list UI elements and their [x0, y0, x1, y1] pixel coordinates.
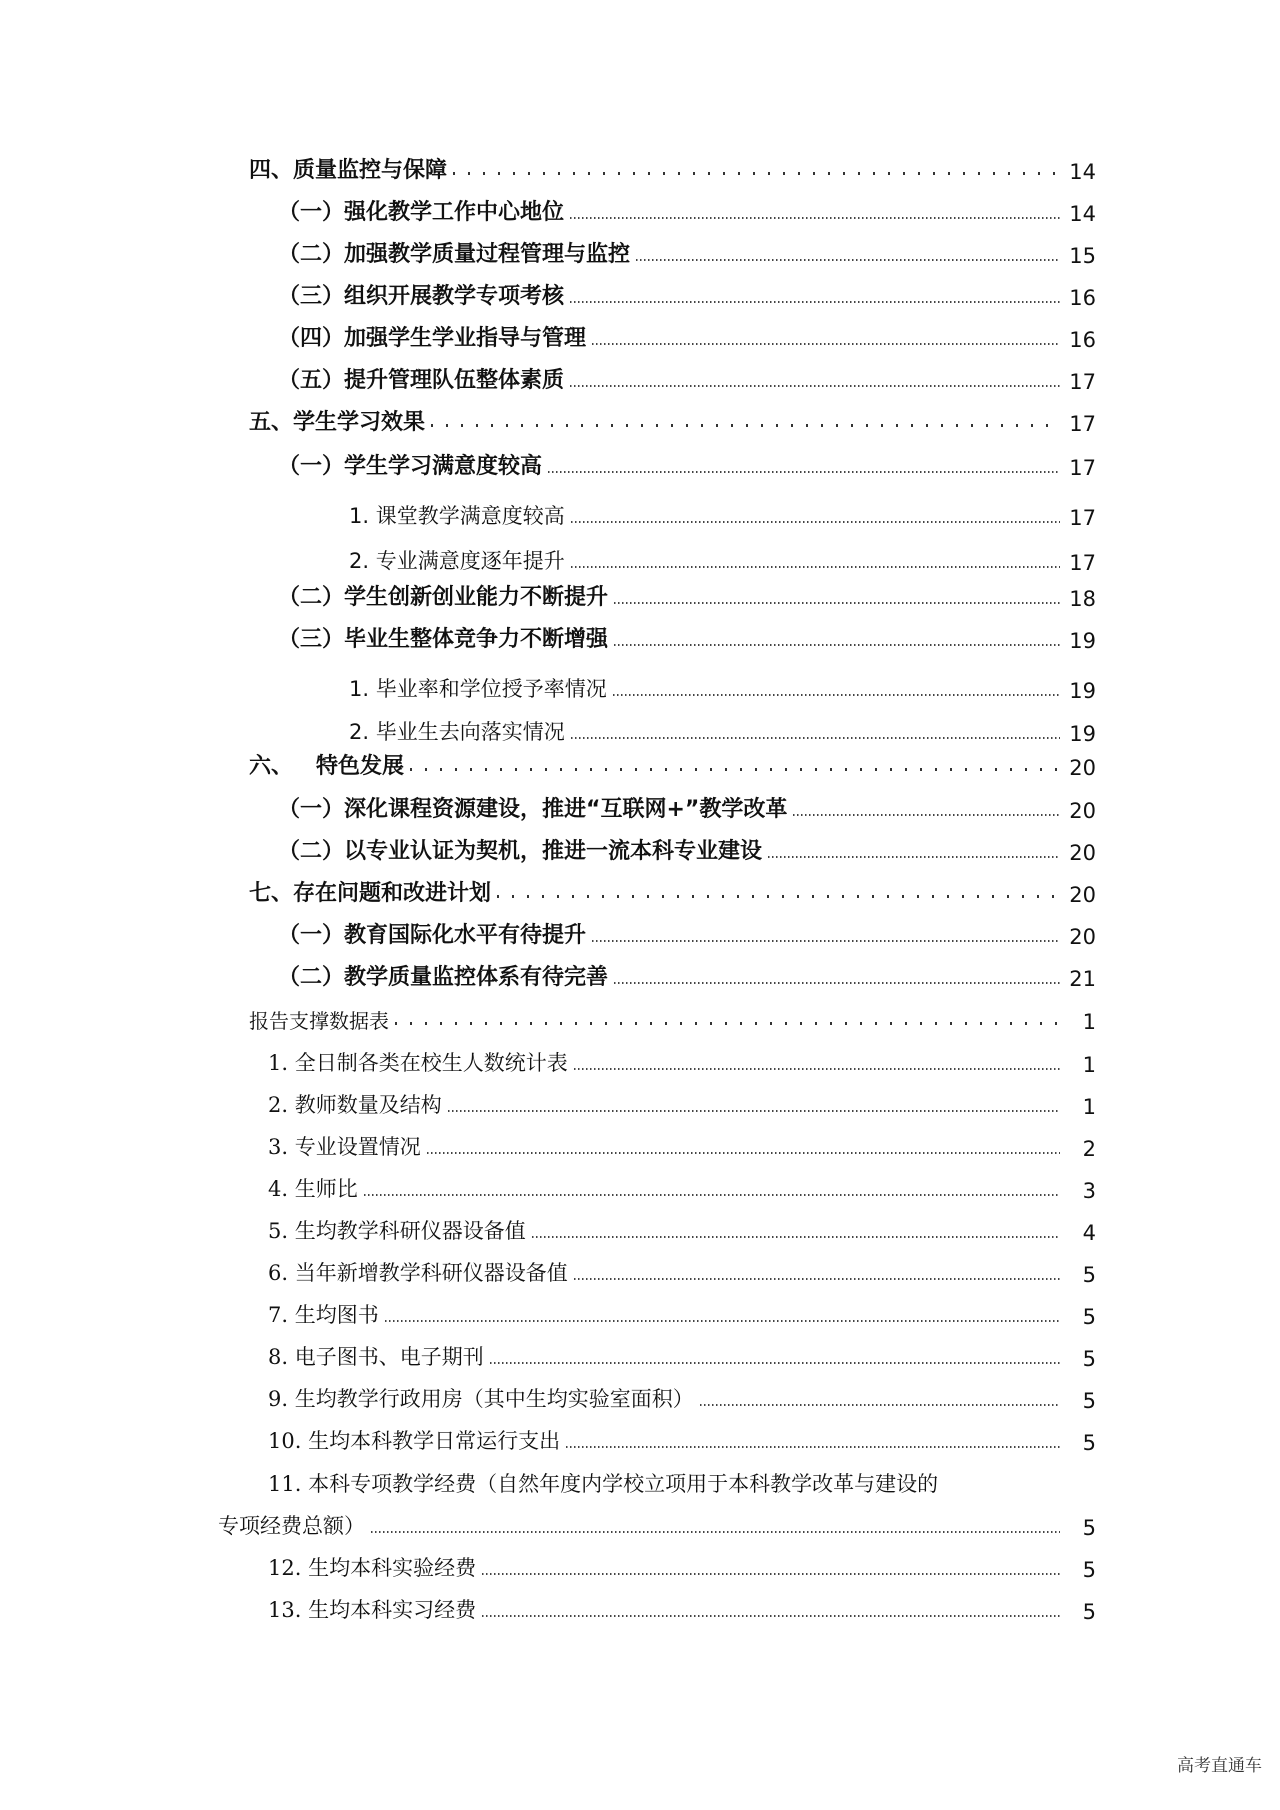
- toc-entry[interactable]: [278, 789, 1096, 823]
- toc-entry-label: 4. 生师比: [268, 1177, 358, 1201]
- toc-entry[interactable]: [278, 577, 1096, 611]
- toc-entry-label: 13. 生均本科实习经费: [268, 1598, 477, 1622]
- toc-entry-label: 1. 毕业率和学位授予率情况: [349, 677, 607, 701]
- toc-entry-page: 5: [1082, 1558, 1096, 1582]
- toc-entry-label: 专项经费总额）: [218, 1514, 365, 1538]
- toc-entry-page: 17: [1069, 506, 1096, 530]
- toc-entry-page: 1: [1082, 1010, 1096, 1034]
- toc-entry-line1[interactable]: [268, 1464, 1096, 1498]
- toc-entry-page: 5: [1082, 1347, 1096, 1371]
- dot-leader: [364, 1194, 1060, 1196]
- toc-entry-page: 15: [1069, 244, 1096, 268]
- toc-entry-label: （二）以专业认证为契机，推进一流本科专业建设: [278, 839, 763, 864]
- toc-entry-label: 12. 生均本科实验经费: [268, 1556, 477, 1580]
- dot-leader: [614, 982, 1060, 984]
- dot-leader: [395, 1022, 1060, 1025]
- toc-entry[interactable]: [249, 746, 1096, 780]
- toc-entry-label: 报告支撑数据表: [249, 1009, 389, 1033]
- toc-entry-page: 16: [1069, 328, 1096, 352]
- toc-entry[interactable]: [268, 1211, 1096, 1245]
- toc-entry[interactable]: [278, 915, 1096, 949]
- toc-entry-page: 20: [1069, 883, 1096, 907]
- toc-entry-page: 19: [1069, 629, 1096, 653]
- toc-entry-page: 18: [1069, 587, 1096, 611]
- toc-entry[interactable]: [278, 446, 1096, 480]
- dot-leader: [371, 1531, 1060, 1533]
- toc-entry-label: 四、质量监控与保障: [249, 158, 448, 183]
- toc-entry-label: 五、学生学习效果: [249, 410, 426, 435]
- dot-leader: [570, 217, 1060, 219]
- toc-entry-label: （一）深化课程资源建设，推进“互联网+”教学改革: [278, 797, 788, 822]
- toc-entry[interactable]: [268, 1295, 1096, 1329]
- toc-entry-page: 19: [1069, 722, 1096, 746]
- toc-entry-label: 2. 专业满意度逐年提升: [349, 549, 565, 573]
- toc-entry-label: 七、存在问题和改进计划: [249, 881, 492, 906]
- dot-leader: [571, 566, 1060, 568]
- toc-entry-page: 20: [1069, 841, 1096, 865]
- toc-entry-page: 2: [1082, 1137, 1096, 1161]
- toc-entry-label: 六、 特色发展: [249, 754, 404, 779]
- dot-leader: [571, 521, 1060, 523]
- toc-entry-page: 1: [1082, 1095, 1096, 1119]
- toc-entry-label: 7. 生均图书: [268, 1303, 379, 1327]
- dot-leader: [592, 343, 1060, 345]
- dot-leader: [793, 814, 1060, 816]
- dot-leader: [636, 259, 1060, 261]
- dot-leader: [448, 1110, 1060, 1112]
- toc-entry[interactable]: [278, 831, 1096, 865]
- dot-leader: [482, 1573, 1060, 1575]
- toc-entry-page: 5: [1082, 1263, 1096, 1287]
- toc-entry-page: 17: [1069, 551, 1096, 575]
- toc-entry[interactable]: [249, 1000, 1096, 1034]
- toc-entry[interactable]: [349, 712, 1096, 746]
- dot-leader: [490, 1362, 1060, 1364]
- dot-leader: [427, 1152, 1060, 1154]
- toc-entry-label: 6. 当年新增教学科研仪器设备值: [268, 1261, 568, 1285]
- toc-entry[interactable]: [349, 541, 1096, 575]
- toc-entry-label: （一）强化教学工作中心地位: [278, 200, 565, 225]
- toc-entry[interactable]: [278, 234, 1096, 268]
- dot-leader: [431, 424, 1060, 427]
- toc-entry[interactable]: [249, 402, 1096, 436]
- dot-leader: [768, 856, 1060, 858]
- dot-leader: [548, 471, 1060, 473]
- dot-leader: [571, 737, 1060, 739]
- toc-entry-label: 1. 全日制各类在校生人数统计表: [268, 1051, 568, 1075]
- toc-entry-page: 5: [1082, 1600, 1096, 1624]
- toc-entry-label: 5. 生均教学科研仪器设备值: [268, 1219, 526, 1243]
- dot-leader: [592, 940, 1060, 942]
- toc-entry-page: 20: [1069, 756, 1096, 780]
- dot-leader: [482, 1615, 1060, 1617]
- dot-leader: [613, 694, 1060, 696]
- toc-entry-page: 19: [1069, 679, 1096, 703]
- toc-entry-page: 5: [1082, 1516, 1096, 1540]
- toc-entry-label: （二）加强教学质量过程管理与监控: [278, 242, 631, 267]
- toc-entry-page: 4: [1082, 1221, 1096, 1245]
- toc-entry[interactable]: [268, 1590, 1096, 1624]
- toc-entry-label: （五）提升管理队伍整体素质: [278, 368, 565, 393]
- toc-entry-page: 17: [1069, 456, 1096, 480]
- toc-entry[interactable]: [268, 1548, 1096, 1582]
- toc-entry[interactable]: [249, 873, 1096, 907]
- toc-entry-label: （四）加强学生学业指导与管理: [278, 326, 587, 351]
- toc-entry[interactable]: [349, 496, 1096, 530]
- toc-entry-label: （二）教学质量监控体系有待完善: [278, 965, 609, 990]
- toc-entry[interactable]: [268, 1379, 1096, 1413]
- toc-entry-label: 2. 教师数量及结构: [268, 1093, 442, 1117]
- dot-leader: [453, 172, 1060, 175]
- toc-entry[interactable]: [278, 276, 1096, 310]
- toc-entry-page: 5: [1082, 1431, 1096, 1455]
- toc-entry[interactable]: [278, 957, 1096, 991]
- dot-leader: [497, 895, 1060, 898]
- toc-entry-label: （三）组织开展教学专项考核: [278, 284, 565, 309]
- toc-entry-label: 3. 专业设置情况: [268, 1135, 421, 1159]
- toc-entry-page: 17: [1069, 370, 1096, 394]
- dot-leader: [614, 602, 1060, 604]
- toc-entry-page: 14: [1069, 160, 1096, 184]
- toc-entry-page: 5: [1082, 1389, 1096, 1413]
- toc-entry[interactable]: [268, 1169, 1096, 1203]
- toc-entry-page: 20: [1069, 925, 1096, 949]
- dot-leader: [566, 1446, 1060, 1448]
- dot-leader: [532, 1236, 1060, 1238]
- toc-entry[interactable]: [278, 619, 1096, 653]
- toc-entry[interactable]: [249, 150, 1096, 184]
- toc-entry-label: 10. 生均本科教学日常运行支出: [268, 1429, 561, 1453]
- toc-entry-page: 3: [1082, 1179, 1096, 1203]
- toc-entry[interactable]: [268, 1127, 1096, 1161]
- dot-leader: [570, 385, 1060, 387]
- toc-entry-page: 1: [1082, 1053, 1096, 1077]
- toc-entry-label: 8. 电子图书、电子期刊: [268, 1345, 484, 1369]
- dot-leader: [574, 1278, 1060, 1280]
- toc-entry-label: （二）学生创新创业能力不断提升: [278, 585, 609, 610]
- toc-entry[interactable]: [278, 360, 1096, 394]
- toc-entry-label: 9. 生均教学行政用房（其中生均实验室面积）: [268, 1387, 694, 1411]
- toc-entry[interactable]: [349, 669, 1096, 703]
- toc-entry-label: （一）教育国际化水平有待提升: [278, 923, 587, 948]
- toc-entry-page: 21: [1069, 967, 1096, 991]
- dot-leader: [570, 301, 1060, 303]
- toc-entry-label: 2. 毕业生去向落实情况: [349, 720, 565, 744]
- toc-entry-page: 20: [1069, 799, 1096, 823]
- toc-entry-page: 5: [1082, 1305, 1096, 1329]
- toc-entry[interactable]: [268, 1085, 1096, 1119]
- toc-entry-label: （一）学生学习满意度较高: [278, 454, 543, 479]
- dot-leader: [410, 768, 1060, 771]
- watermark-text: 高考直通车: [1177, 1756, 1262, 1776]
- dot-leader: [700, 1404, 1060, 1406]
- toc-entry-page: 17: [1069, 412, 1096, 436]
- toc-entry-label: 11. 本科专项教学经费（自然年度内学校立项用于本科教学改革与建设的: [268, 1472, 939, 1496]
- toc-entry-page: 14: [1069, 202, 1096, 226]
- toc-entry[interactable]: [268, 1253, 1096, 1287]
- toc-entry[interactable]: [268, 1043, 1096, 1077]
- toc-entry-page: 16: [1069, 286, 1096, 310]
- toc-entry[interactable]: [268, 1421, 1096, 1455]
- dot-leader: [574, 1068, 1060, 1070]
- toc-entry-line2[interactable]: [218, 1506, 1096, 1540]
- dot-leader: [385, 1320, 1060, 1322]
- toc-entry[interactable]: [278, 192, 1096, 226]
- toc-entry[interactable]: [268, 1337, 1096, 1371]
- toc-entry-label: （三）毕业生整体竞争力不断增强: [278, 627, 609, 652]
- toc-entry[interactable]: [278, 318, 1096, 352]
- dot-leader: [614, 644, 1060, 646]
- toc-entry-label: 1. 课堂教学满意度较高: [349, 504, 565, 528]
